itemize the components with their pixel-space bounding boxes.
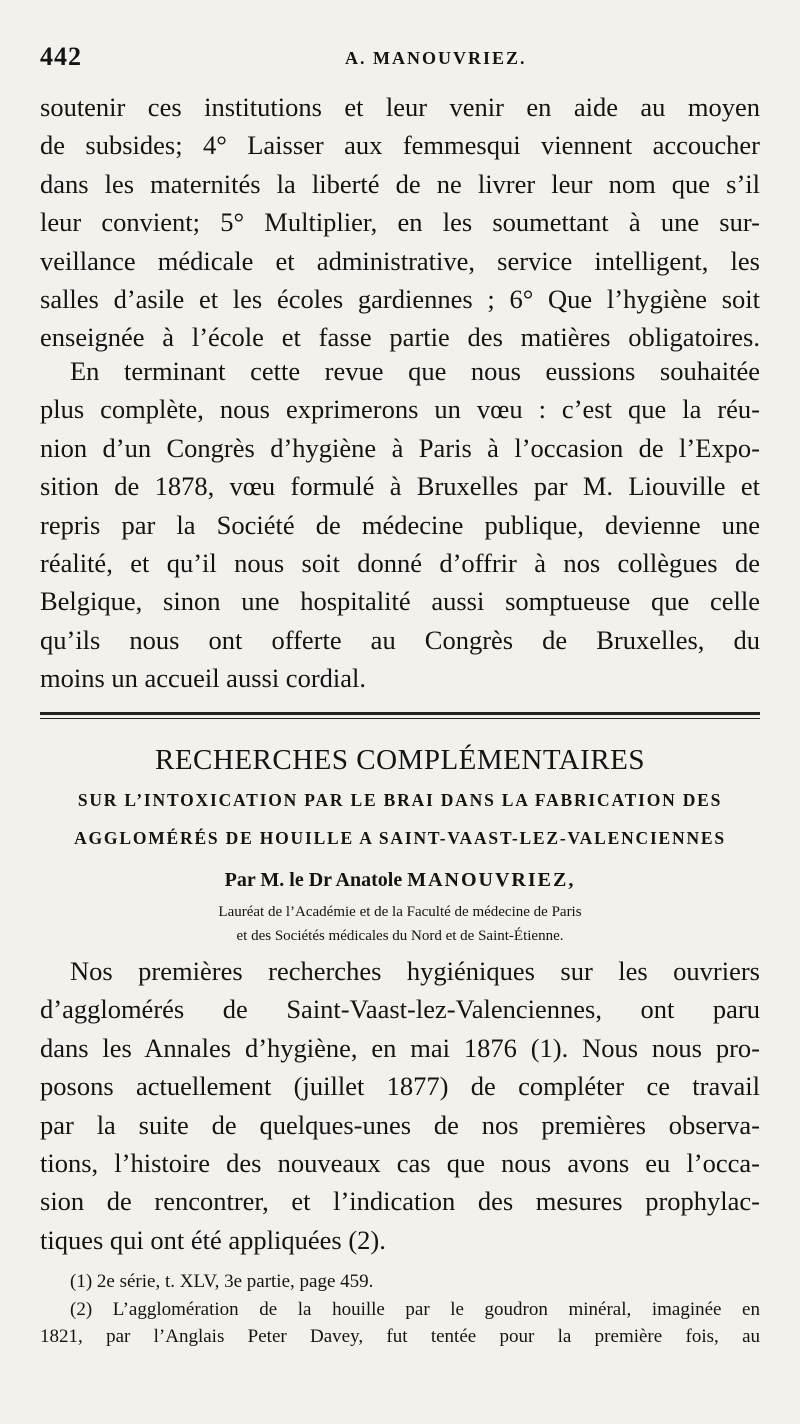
closing-paragraph <box>40 352 760 698</box>
text-line: plus complète, nous exprimerons un vœu : c’est que la réu- <box>40 394 760 425</box>
text-line: sion de rencontrer, et l’indication des mesures prophylac- <box>40 1186 760 1217</box>
footnote: 1821, par l’Anglais Peter Davey, fut tentée pour la première fois, au <box>40 1326 760 1347</box>
text-line: réalité, et qu’il nous soit donné d’offrir à nos collègues de <box>40 547 760 578</box>
footnotes <box>40 1268 760 1351</box>
continuation-paragraph <box>40 88 760 357</box>
text-line: posons actuellement (juillet 1877) de compléter ce travail <box>40 1071 760 1102</box>
byline-prefix: Par M. le Dr Anatole <box>224 869 403 891</box>
article-title: RECHERCHES COMPLÉMENTAIRES <box>154 744 646 776</box>
text-line: soutenir ces institutions et leur venir en aide au moyen <box>40 92 760 122</box>
author-affiliation: et des Sociétés médicales du Nord et de Saint-Étienne. <box>236 928 564 944</box>
footnote: (1) 2e série, t. XLV, 3e partie, page 459. <box>70 1271 374 1292</box>
text-line: enseignée à l’école et fasse partie des matières obligatoires. <box>40 322 760 353</box>
text-line: Belgique, sinon une hospitalité aussi somptueuse que celle <box>40 586 760 617</box>
text-line: leur convient; 5° Multiplier, en les soumettant à une sur- <box>40 207 760 238</box>
text-line: nion d’un Congrès d’hygiène à Paris à l’occasion de l’Expo- <box>40 432 760 463</box>
text-line: par la suite de quelques-unes de nos premières observa- <box>40 1109 760 1140</box>
footnote: (2) L’agglomération de la houille par le goudron minéral, imaginée en <box>70 1298 760 1320</box>
text-line: tiques qui ont été appliquées (2). <box>40 1224 386 1255</box>
text-line: salles d’asile et les écoles gardiennes ; 6° Que l’hygiène soit <box>40 283 760 314</box>
running-title: A. MANOUVRIEZ. <box>345 48 527 68</box>
text-line: dans les maternités la liberté de ne livrer leur nom que s’il <box>40 168 760 199</box>
section-divider <box>40 712 760 719</box>
text-line: veillance médicale et administrative, service intelligent, les <box>40 245 760 276</box>
text-line: Nos premières recherches hygiéniques sur les ouvriers <box>70 956 760 986</box>
article-subtitle-line: SUR L’INTOXICATION PAR LE BRAI DANS LA FABRICATION DES <box>77 790 723 810</box>
text-line: moins un accueil aussi cordial. <box>40 663 367 694</box>
article-subtitle-line: AGGLOMÉRÉS DE HOUILLE A SAINT-VAAST-LEZ-VALENCIENNES <box>74 828 726 848</box>
article-body <box>40 952 760 1259</box>
text-line: qu’ils nous ont offerte au Congrès de Bruxelles, du <box>40 624 760 655</box>
divider-thin-rule <box>40 718 760 719</box>
author-affiliation: Lauréat de l’Académie et de la Faculté de médecine de Paris <box>218 904 582 920</box>
text-line: sition de 1878, vœu formulé à Bruxelles par M. Liouville et <box>40 471 760 502</box>
running-head <box>40 40 760 76</box>
text-line: tions, l’histoire des nouveaux cas que nous avons eu l’occa- <box>40 1147 760 1178</box>
text-line: dans les Annales d’hygiène, en mai 1876 (1). Nous nous pro- <box>40 1032 760 1063</box>
page-number: 442 <box>40 42 82 71</box>
text-line: d’agglomérés de Saint-Vaast-lez-Valenciennes, ont paru <box>40 994 760 1025</box>
author-byline <box>40 866 760 894</box>
author-name: MANOUVRIEZ, <box>407 869 576 891</box>
text-line: repris par la Société de médecine publique, devienne une <box>40 509 760 540</box>
text-line: de subsides; 4° Laisser aux femmesqui viennent accoucher <box>40 130 760 161</box>
text-line: En terminant cette revue que nous eussions souhaitée <box>70 356 760 386</box>
divider-thick-rule <box>40 712 760 715</box>
